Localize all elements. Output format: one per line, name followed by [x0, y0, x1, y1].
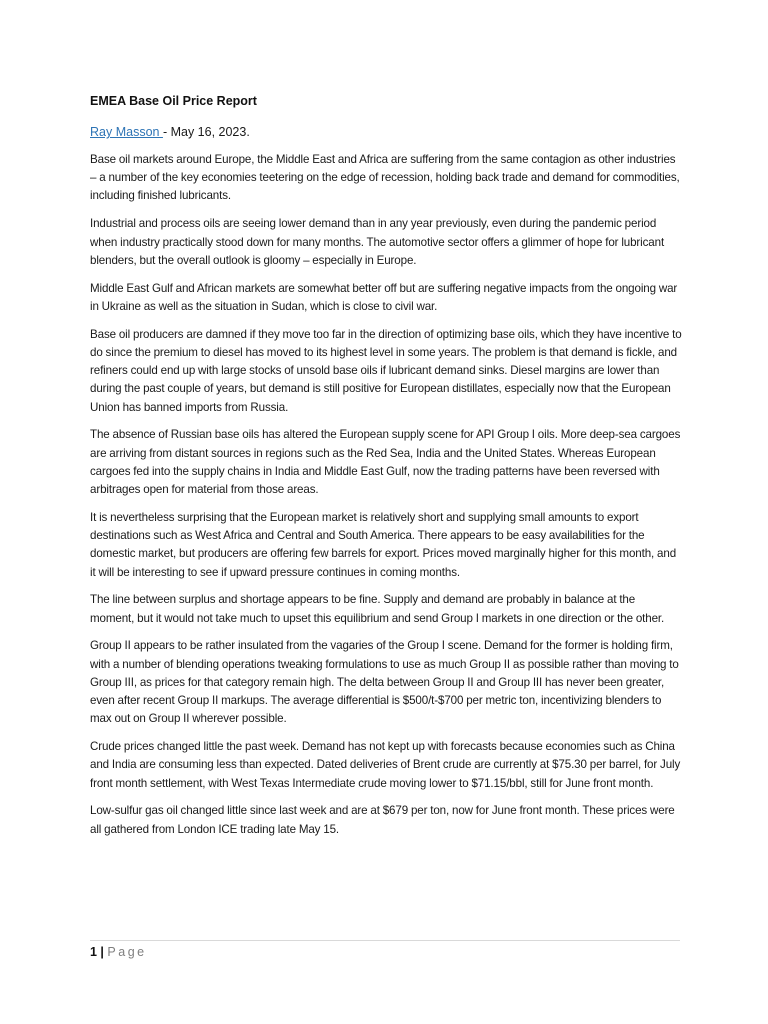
paragraph-4: Base oil producers are damned if they move too far in the direction of optimizing base oils, which they have incentive to do since the premium to diesel has moved to its highest level in some years. The problem is that demand is fickle, and refiners could end up with large stocks of unsold base oils if lubricant demand sinks. Diesel margins are lower than during the past couple of years, but demand is still positive for European distillates, especially now that the European Union has banned imports from Russia.	[90, 327, 682, 414]
paragraph-1: Base oil markets around Europe, the Middle East and Africa are suffering from the same contagion as other industries – a number of the key economies teetering on the edge of recession, holding back trade and demand for commodities, including finished lubricants.	[90, 153, 680, 203]
page-footer	[90, 943, 147, 961]
date-suffix: .	[246, 125, 250, 139]
page-number: 1	[90, 945, 97, 959]
report-date: May 16, 2023	[170, 125, 247, 139]
paragraph-5: The absence of Russian base oils has altered the European supply scene for API Group I oils. More deep-sea cargoes are arriving from distant sources in regions such as the Red Sea, India and the United States. Whereas European cargoes fed into the supply chains in India and Middle East Gulf, now the trading patterns have been reversed with arbitrages open for material from those areas.	[90, 428, 681, 496]
paragraph-10: Low-sulfur gas oil changed little since last week and are at $679 per ton, now for June front month. These prices were all gathered from London ICE trading late May 15.	[90, 804, 675, 836]
byline	[90, 123, 682, 141]
paragraph-7: The line between surplus and shortage appears to be fine. Supply and demand are probably in balance at the moment, but it would not take much to upset this equilibrium and send Group I markets in one direction or the other.	[90, 593, 665, 625]
paragraph-6: It is nevertheless surprising that the European market is relatively short and supplying small amounts to export destinations such as West Africa and Central and South America. There appears to be easy availabilities for the domestic market, but producers are offering few barrels for export. Prices moved marginally higher for this month, and it will be interesting to see if upward pressure continues in coming months.	[90, 510, 677, 579]
footer-separator: |	[96, 945, 108, 959]
paragraph-9: Crude prices changed little the past week. Demand has not kept up with forecasts because economies such as China and India are consuming less than expected. Dated deliveries of Brent crude are currently at $75.30 per barrel, for July front month settlement, with West Texas Intermediate crude moving lower to $71.15/bbl, still for June front month.	[90, 740, 681, 790]
paragraph-3: Middle East Gulf and African markets are somewhat better off but are suffering negative impacts from the ongoing war in Ukraine as well as the situation in Sudan, which is close to civil war.	[90, 281, 678, 313]
byline-separator: -	[162, 125, 171, 139]
report-title: EMEA Base Oil Price Report	[90, 94, 257, 108]
author-link[interactable]: Ray Masson	[90, 125, 163, 139]
footer-divider	[90, 940, 680, 941]
paragraph-2: Industrial and process oils are seeing lower demand than in any year previously, even during the pandemic period when industry practically stood down for many months. The automotive sector offers a glimmer of hope for lubricant blenders, but the overall outlook is gloomy – especially in Europe.	[90, 217, 665, 267]
document-body	[90, 92, 682, 849]
paragraph-8: Group II appears to be rather insulated from the vagaries of the Group I scene. Demand for the former is holding firm, with a number of blending operations tweaking formulations to use as much Group II as possible rather than moving to Group III, as prices for that category remain high. The delta between Group II and Group III has never been greater, even after recent Group II markups. The average differential is $500/t-$700 per metric ton, incentivizing blenders to max out on Group II wherever possible.	[90, 639, 679, 726]
page-word: Page	[107, 945, 147, 959]
